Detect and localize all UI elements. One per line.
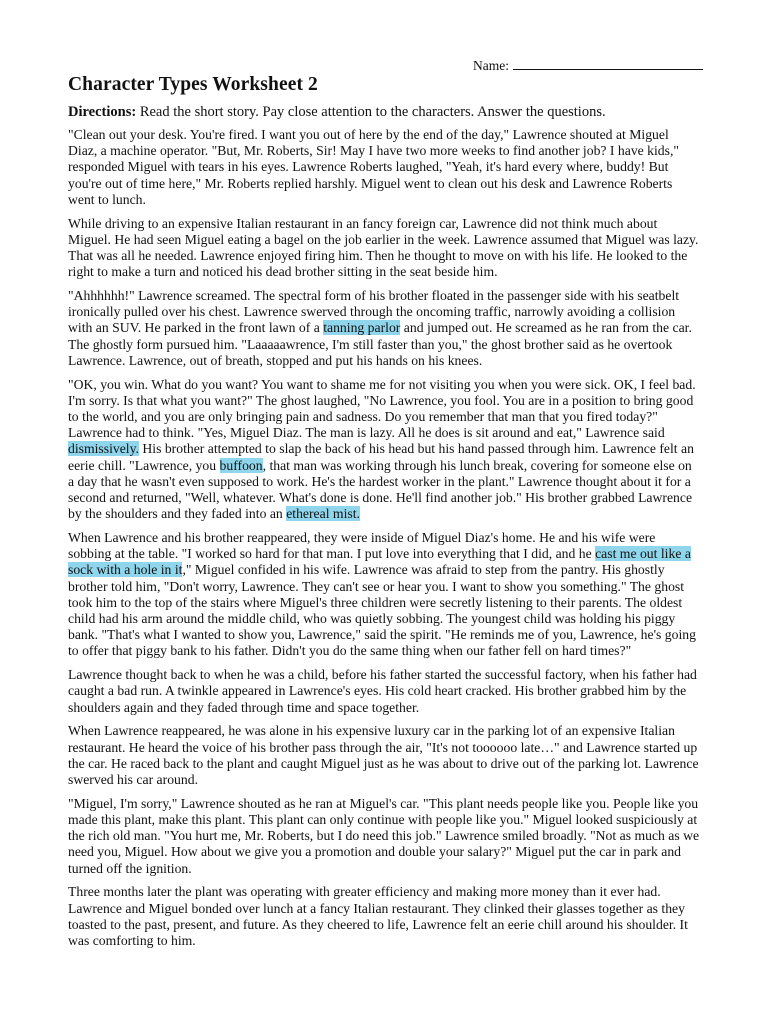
vocabulary-highlight: dismissively. [68, 441, 139, 457]
paragraph-text: Lawrence thought back to when he was a child, before his father started the successful factory, when his father had caught a bad run. A twinkle appeared in Lawrence's eyes. His cold heart cracked. His brother grabbed him by the shoulders again and they faded through time and space together. [68, 667, 697, 715]
vocabulary-highlight: ethereal mist. [286, 506, 360, 522]
story-paragraph [68, 377, 700, 523]
story-paragraph [68, 667, 700, 716]
story-paragraph [68, 884, 700, 949]
paragraph-text: , that man was working through his lunch break, covering for someone else on a day that he wasn't even supposed to work. He's the hardest worker in the plant." Lawrence thought about it for a second and returned, "Well, whatever. What's done is done. He'll find another job." His brother grabbed Lawrence by the shoulders and they faded into an [68, 457, 693, 522]
paragraph-text: and jumped out. He screamed as he ran from the car. The ghostly form pursued him. "Laaaaawrence, I'm still faster than you," the ghost brother said as he overtook Lawrence. Lawrence, out of breath, stopped and put his hands on his knees. [68, 320, 692, 368]
story-paragraph [68, 723, 700, 788]
story-body [68, 127, 700, 949]
worksheet-title: Character Types Worksheet 2 [68, 74, 318, 95]
story-paragraph [68, 796, 700, 877]
vocabulary-highlight: buffoon [219, 457, 263, 473]
story-paragraph [68, 288, 700, 369]
story-content [68, 103, 700, 957]
directions-label: Directions: [68, 104, 137, 120]
vocabulary-highlight: cast me out like a sock with a hole in it [68, 546, 691, 578]
paragraph-text: Three months later the plant was operating with greater efficiency and making more money than it ever had. Lawrence and Miguel bonded over lunch at a fancy Italian restaurant. They clinked their glasses together as they toasted to the past, present, and future. As they cheered to life, Lawrence felt an eerie chill around his shoulder. It was comforting to him. [68, 884, 688, 949]
name-field[interactable] [473, 57, 703, 74]
paragraph-text: ," Miguel confided in his wife. Lawrence was afraid to step from the pantry. His ghostly brother told him, "Don't worry, Lawrence. They can't see or hear you. I want to show you something." The ghost took him to the top of the stairs where Miguel's three children were secretly listening to their parents. The oldest child had his arm around the middle child, who was quietly sobbing. The youngest child was holding his piggy bank. "That's what I wanted to show you, Lawrence," said the spirit. "He reminds me of you, Lawrence, he's going to offer that piggy bank to his father. Didn't you do the same thing when our father fell on hard times?" [68, 562, 696, 659]
directions [68, 103, 700, 121]
paragraph-text: "Ahhhhhh!" Lawrence screamed. The spectral form of his brother floated in the passenger side with his seatbelt ironically pulled over his chest. Lawrence swerved through the oncoming traffic, narrowly avoiding a collision with an SUV. He parked in the front lawn of a [68, 288, 680, 336]
directions-text: Read the short story. Pay close attention to the characters. Answer the questions. [136, 104, 606, 120]
paragraph-text: "Miguel, I'm sorry," Lawrence shouted as he ran at Miguel's car. "This plant needs people like you. People like you made this plant, make this plant. This plant can only continue with people like you." Miguel looked suspiciously at the rich old man. "You hurt me, Mr. Roberts, but I do need this job." Lawrence smiled broadly. "Not as much as we need you, Miguel. How about we give you a promotion and double your salary?" Miguel put the car in park and turned off the ignition. [68, 795, 700, 876]
vocabulary-highlight: tanning parlor [323, 320, 401, 336]
story-paragraph [68, 530, 700, 660]
paragraph-text: When Lawrence and his brother reappeared, they were inside of Miguel Diaz's home. He and his wife were sobbing at the table. "I worked so hard for that man. I put love into everything that I did, and he [68, 530, 656, 562]
paragraph-text: When Lawrence reappeared, he was alone in his expensive luxury car in the parking lot of an expensive Italian restaurant. He heard the voice of his brother pass through the air, "It's not toooooo late…" and Lawrence started up the car. He raced back to the plant and caught Miguel just as he was about to drive out of the parking lot. Lawrence swerved his car around. [68, 723, 699, 788]
story-paragraph [68, 127, 700, 208]
paragraph-text: While driving to an expensive Italian restaurant in an fancy foreign car, Lawrence did not think much about Miguel. He had seen Miguel eating a bagel on the job earlier in the week. Lawrence assumed that Miguel was lazy. That was all he needed. Lawrence enjoyed firing him. Then he thought to move on with his life. He looked to the right to make a turn and noticed his dead brother sitting in the seat beside him. [68, 215, 699, 280]
paragraph-text: "Clean out your desk. You're fired. I want you out of here by the end of the day," Lawrence shouted at Miguel Diaz, a machine operator. "But, Mr. Roberts, Sir! May I have two more weeks to find another job? I have kids," responded Miguel with tears in his eyes. Lawrence Roberts laughed, "Yeah, it's hard every where, buddy! But you're out of time here," Mr. Roberts replied harshly. Miguel went to clean out his desk and Lawrence Roberts went to lunch. [68, 127, 679, 207]
paragraph-text: "OK, you win. What do you want? You want to shame me for not visiting you when you were sick. OK, I feel bad. I'm sorry. Is that what you want?" The ghost laughed, "No Lawrence, you fool. You are in a position to bring good to the world, and you are only bringing pain and sadness. Do you remember that man that you fired today?" Lawrence had to think. "Yes, Miguel Diaz. The man is lazy. All he does is sit around and eat," Lawrence said [68, 376, 696, 441]
paragraph-text: His brother attempted to slap the back of his head but his hand passed through him. Lawrence felt an eerie chill. "Lawrence, you [68, 441, 694, 473]
name-label: Name: [473, 58, 509, 73]
story-paragraph [68, 216, 700, 281]
name-blank-line[interactable] [513, 57, 703, 70]
